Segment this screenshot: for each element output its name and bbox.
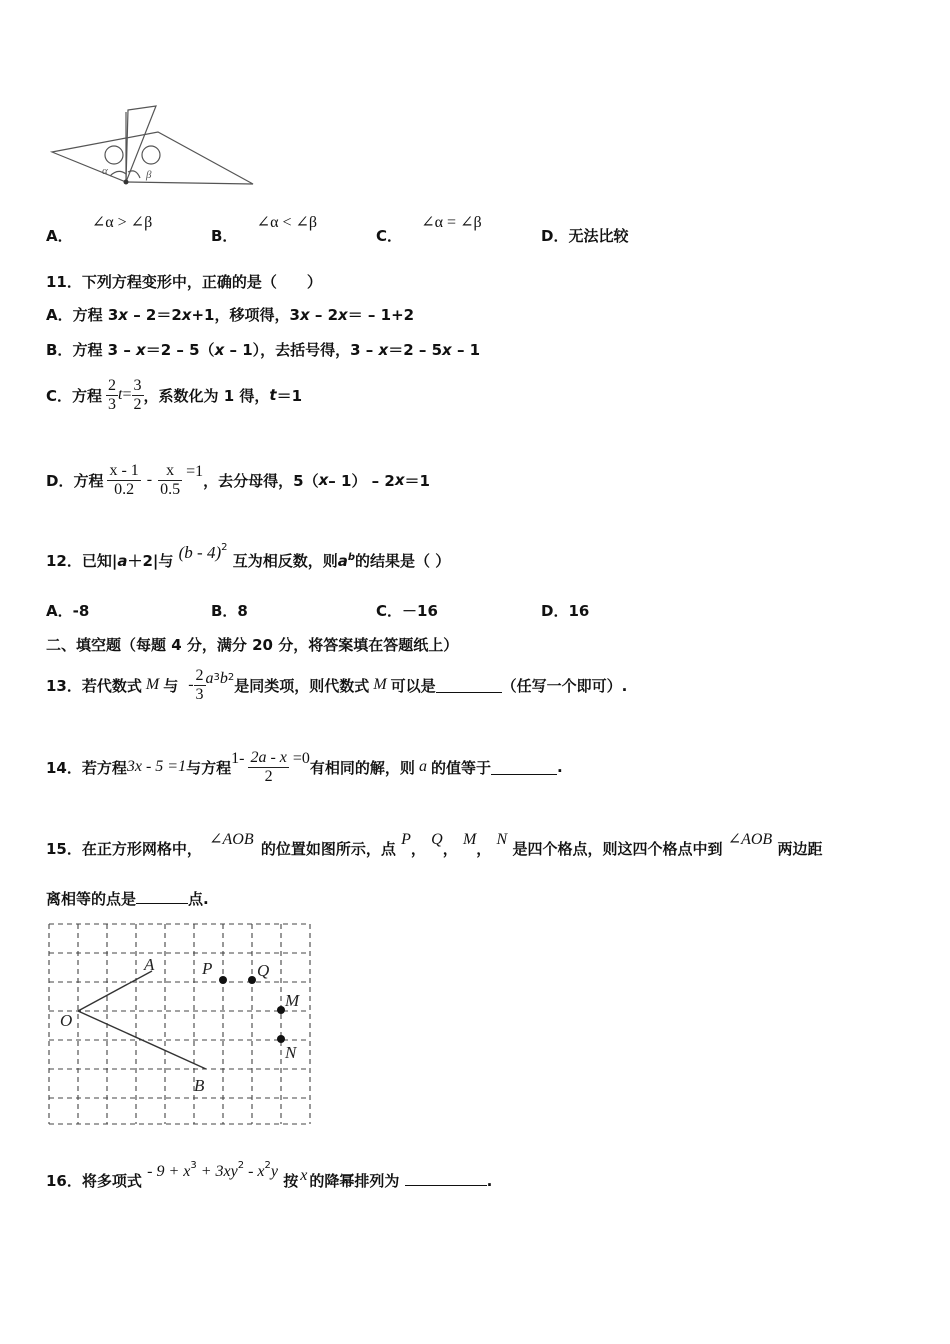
label-b: B [194, 1076, 205, 1095]
triangles-figure [48, 102, 260, 192]
q10-option-b: B． ∠α < ∠β [211, 214, 318, 245]
point-m [277, 1006, 285, 1014]
q13-stem: 13．若代数式 M 与 - $\frac{2}{3}$ a 3 b 2 是同类项，则代数式 M 可以是 （任写一个即可）. [46, 666, 628, 703]
q15-stem: 15．在正方形网格中， ∠AOB 的位置如图所示，点 P， Q， M， N 是四个格点，则这四个格点中到 ∠AOB 两边距 [46, 831, 823, 858]
beta-label: β [146, 169, 152, 181]
q10-option-b-expr: ∠α < ∠β [256, 214, 318, 231]
q16-stem: 16．将多项式 - $9 + x^3 + 3xy^2 - x^2y$ 按 x 的降幂排列为 . [46, 1160, 493, 1190]
fraction-x-minus-1-over-0.2: $\frac{x - 1}{0.2}$ [109, 461, 139, 498]
ray-oa [78, 971, 152, 1011]
point-p [219, 976, 227, 984]
q11-option-a: A．方程 3x – 2＝2x+1，移项得，3x – 2x＝ – 1+2 [46, 306, 415, 324]
q12-option-b: B．8 [211, 602, 248, 620]
section-heading: 二、填空题（每题 4 分，满分 20 分，将答案填在答题纸上） [46, 636, 459, 654]
label-p: P [202, 959, 213, 978]
q11-stem: 11．下列方程变形中，正确的是（ ） [46, 273, 322, 291]
q12-option-d: D．16 [541, 602, 590, 620]
point-q [248, 976, 256, 984]
fraction-3-2: $\frac{3}{2}$ [133, 376, 142, 413]
label-a: A [144, 955, 155, 974]
point-n [277, 1035, 285, 1043]
q11-option-b: B．方程 3 – x＝2 – 5（x – 1），去括号得，3 – x＝2 – 5x – 1 [46, 341, 481, 359]
label-m: M [285, 991, 300, 1010]
fraction-2-3: $\frac{2}{3}$ [195, 666, 204, 703]
q10-option-c: C． ∠α = ∠β [376, 214, 482, 245]
q15-stem-line2: 离相等的点是 点. [46, 890, 209, 908]
q12-option-c: C．－16 [376, 602, 438, 620]
q12-option-a: A．-8 [46, 602, 90, 620]
label-n: N [285, 1043, 297, 1062]
alpha-label: α [102, 165, 108, 177]
fraction-2-3: $\frac{2}{3}$ [108, 376, 117, 413]
q10-option-d: D．无法比较 [541, 227, 629, 245]
q12-stem: 12．已知|a＋2|与 (b - 4)$^2$ 互为相反数，则$a^b$的结果是（ ） [46, 542, 451, 570]
q11-option-d: D． 方程 $\frac{x - 1}{0.2}$ - $\frac{x}{0.5}$ =1 ，去分母得，5（ x – 1） – 2 x ＝1 [46, 461, 430, 498]
q10-option-a-expr: ∠α > ∠β [91, 214, 153, 231]
label-o: O [60, 1011, 73, 1030]
grid-figure [44, 918, 314, 1130]
fraction-x-over-0.5: $\frac{x}{0.5}$ [160, 461, 181, 498]
answer-blank[interactable] [136, 889, 188, 904]
q14-stem: 14．若方程 3x - 5 =1 与方程 1- $\frac{2a - x}{2}$ =0 有相同的解，则 a 的值等于 . [46, 748, 563, 785]
answer-blank[interactable] [436, 678, 502, 693]
answer-blank[interactable] [491, 760, 557, 775]
q11-option-c: C． 方程 $\frac{2}{3}$ t = $\frac{3}{2}$ ，系数化为 1 得， t ＝1 [46, 376, 303, 413]
q10-option-a: A． ∠α > ∠β [46, 214, 153, 245]
q10-option-c-expr: ∠α = ∠β [421, 214, 482, 231]
fraction-2a-minus-x-over-2: $\frac{2a - x}{2}$ [250, 748, 287, 785]
label-q: Q [257, 961, 270, 980]
answer-blank[interactable] [405, 1171, 487, 1186]
